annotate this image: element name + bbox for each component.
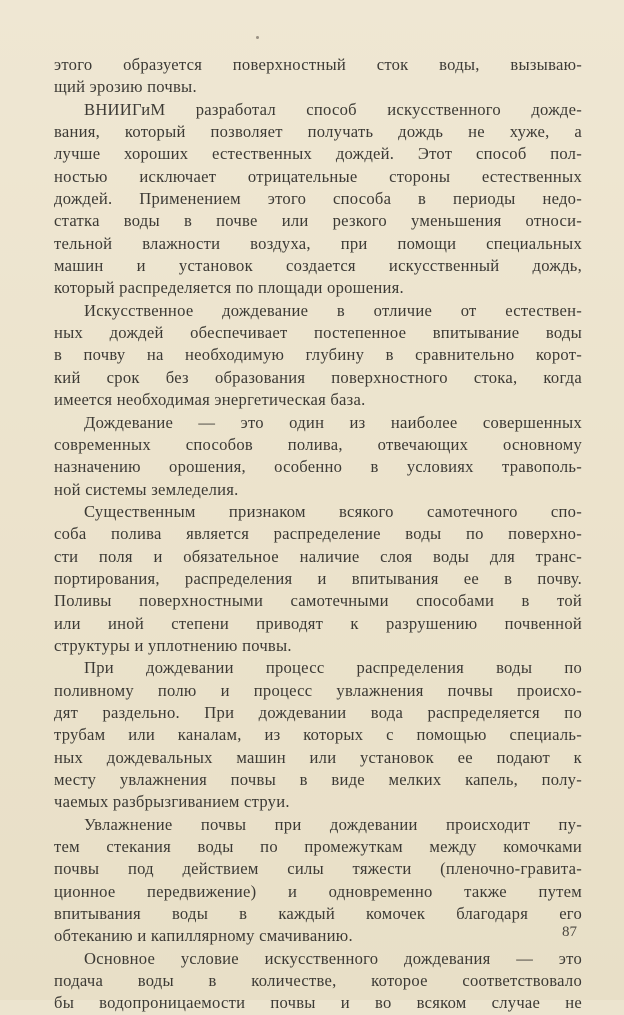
text-line: Поливы поверхностными самотечными способами в той: [54, 591, 582, 611]
text-line: тельной влажности воздуха, при помощи специальных: [54, 233, 582, 253]
text-line: ных дождевальных машин или установок ее подают к: [54, 747, 582, 767]
text-line: лучше хороших естественных дождей. Этот способ пол-: [54, 144, 582, 164]
text-line: При дождевании процесс распределения воды по: [84, 658, 582, 678]
text-line: впитывания воды в каждый комочек благодаря его: [54, 904, 582, 924]
text-line: ной системы земледелия.: [54, 479, 239, 499]
text-line: или иной степени приводят к разрушению почвенной: [54, 613, 582, 633]
text-line: соба полива является распределение воды по поверхно-: [54, 524, 582, 544]
text-line: ционное передвижение) и одновременно также путем: [54, 881, 582, 901]
text-line: портирования, распределения и впитывания ее в почву.: [54, 568, 582, 588]
text-line: месту увлажнения почвы в виде мелких капель, полу-: [54, 770, 582, 789]
page-number: 87: [562, 924, 577, 940]
text-line: машин и установок создается искусственный дождь,: [54, 256, 582, 276]
body-text: [54, 54, 582, 1015]
text-line: ностью исключает отрицательные стороны естественных: [54, 166, 582, 186]
text-line: ВНИИГиМ разработал способ искусственного дожде-: [84, 99, 582, 119]
print-speck: [256, 36, 259, 39]
text-line: этого образуется поверхностный сток воды, вызываю-: [54, 55, 582, 74]
text-line: Искусственное дождевание в отличие от естествен-: [84, 300, 582, 320]
text-line: Дождевание — это один из наиболее совершенных: [84, 412, 582, 432]
text-line: обтеканию и капиллярному смачиванию.: [54, 926, 353, 946]
text-line: поливному полю и процесс увлажнения почвы происхо-: [54, 680, 582, 700]
text-line: дождей. Применением этого способа в периоды недо-: [54, 189, 582, 209]
text-line: подача воды в количестве, которое соответствовало: [54, 971, 582, 991]
text-line: бы водопроницаемости почвы и во всяком случае не: [54, 993, 582, 1013]
text-line: Увлажнение почвы при дождевании происходит пу-: [84, 814, 582, 834]
text-line: Существенным признаком всякого самотечного спо-: [84, 501, 582, 521]
text-line: сти поля и обязательное наличие слоя воды для транс-: [54, 546, 582, 566]
text-line: Основное условие искусственного дождевания — это: [84, 948, 582, 968]
text-line: кий срок без образования поверхностного стока, когда: [54, 367, 582, 387]
text-line: структуры и уплотнению почвы.: [54, 635, 292, 655]
text-line: современных способов полива, отвечающих основному: [54, 434, 582, 454]
text-line: чаемых разбрызгиванием струи.: [54, 792, 290, 812]
text-line: статка воды в почве или резкого уменьшения относи-: [54, 211, 582, 231]
text-line: трубам или каналам, из которых с помощью специаль-: [54, 725, 582, 745]
text-line: вания, который позволяет получать дождь не хуже, а: [54, 122, 582, 142]
text-line: который распределяется по площади орошения.: [54, 278, 404, 298]
text-line: назначению орошения, особенно в условиях травополь-: [54, 457, 582, 477]
text-line: почвы под действием силы тяжести (пленочно-гравита-: [54, 859, 582, 879]
text-line: дят раздельно. При дождевании вода распределяется по: [54, 702, 582, 722]
text-line: щий эрозию почвы.: [54, 77, 197, 97]
text-line: ных дождей обеспечивает постепенное впитывание воды: [54, 323, 582, 343]
text-line: в почву на необходимую глубину в сравнительно корот-: [54, 345, 582, 365]
text-line: тем стекания воды по промежуткам между комочками: [54, 837, 582, 857]
text-line: имеется необходимая энергетическая база.: [54, 390, 366, 410]
